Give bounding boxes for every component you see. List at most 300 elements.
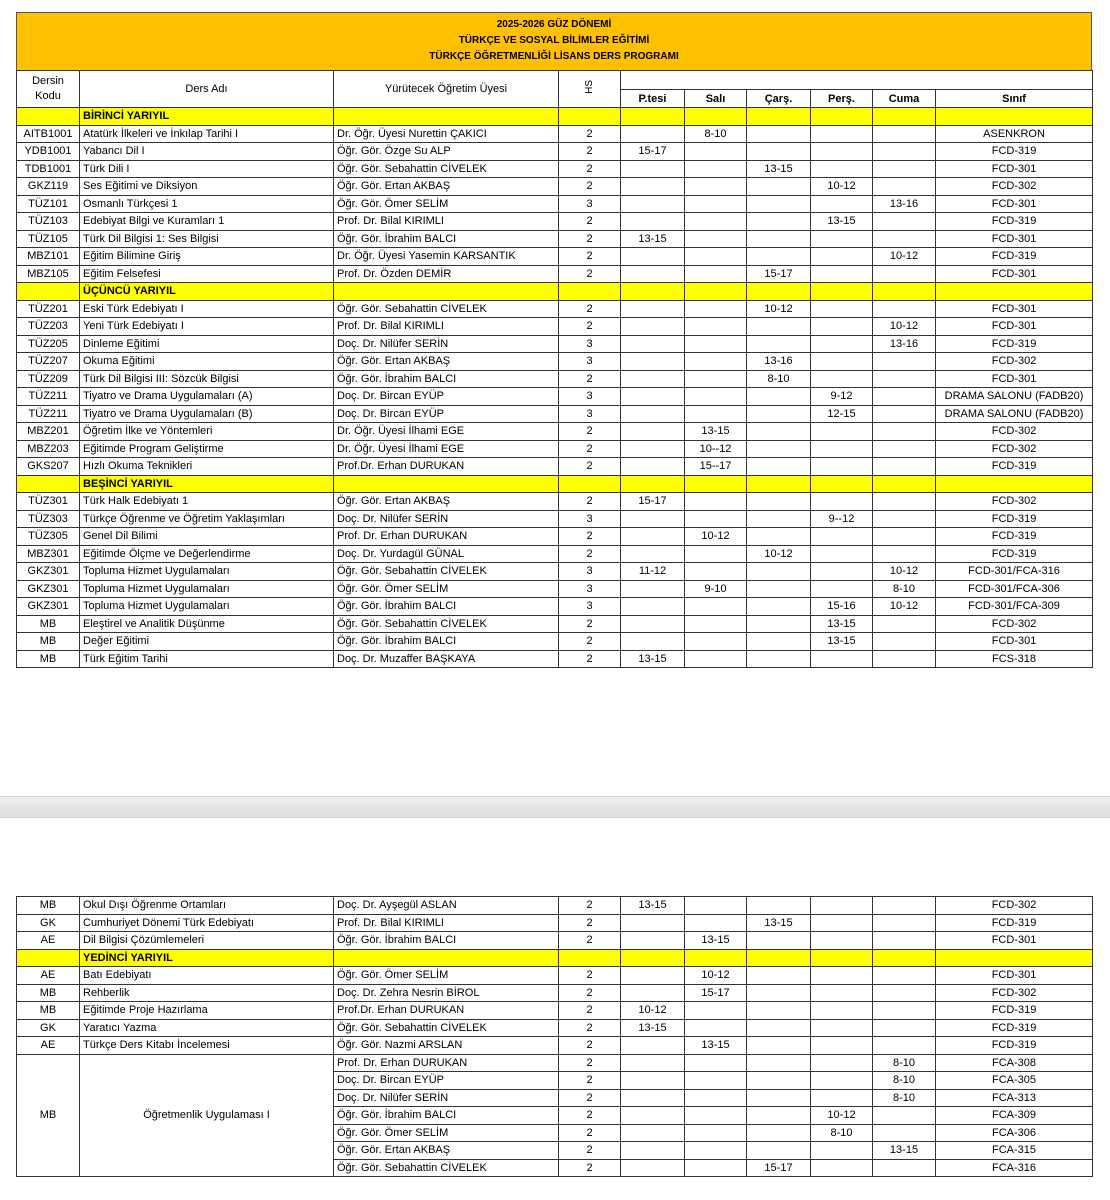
semester-header-cell <box>17 283 80 301</box>
cell-fri <box>873 615 936 633</box>
cell-room: FCA-309 <box>936 1107 1093 1125</box>
cell-room: DRAMA SALONU (FADB20) <box>936 405 1093 423</box>
table-row <box>17 1037 1093 1055</box>
semester-header-cell <box>685 283 747 301</box>
cell-course: Yabancı Dil I <box>80 143 334 161</box>
cell-fri <box>873 178 936 196</box>
cell-room: FCD-301 <box>936 370 1093 388</box>
cell-room: FCD-302 <box>936 440 1093 458</box>
cell-room: FCD-319 <box>936 1019 1093 1037</box>
table-row <box>17 493 1093 511</box>
table-row <box>17 510 1093 528</box>
semester-header-row <box>17 949 1093 967</box>
cell-fri: 13-15 <box>873 1142 936 1160</box>
semester-header-cell <box>747 108 811 126</box>
table-row <box>17 932 1093 950</box>
cell-code: MBZ301 <box>17 545 80 563</box>
cell-mon <box>621 967 685 985</box>
cell-fri <box>873 510 936 528</box>
cell-fri <box>873 545 936 563</box>
cell-wed <box>747 580 811 598</box>
cell-code: GK <box>17 914 80 932</box>
cell-room: FCD-319 <box>936 1002 1093 1020</box>
cell-fri: 8-10 <box>873 1089 936 1107</box>
semester-title: ÜÇÜNCÜ YARIYIL <box>80 283 334 301</box>
semester-header-cell <box>747 283 811 301</box>
cell-code: MB <box>17 615 80 633</box>
cell-mon <box>621 370 685 388</box>
cell-tue <box>685 633 747 651</box>
cell-wed <box>747 143 811 161</box>
cell-hs: 3 <box>559 510 621 528</box>
cell-room: FCD-319 <box>936 335 1093 353</box>
cell-thu: 13-15 <box>811 615 873 633</box>
cell-thu <box>811 1037 873 1055</box>
cell-lecturer: Öğr. Gör. İbrahim BALCI <box>334 633 559 651</box>
cell-hs: 2 <box>559 897 621 915</box>
cell-wed <box>747 510 811 528</box>
cell-thu <box>811 1072 873 1090</box>
cell-tue: 13-15 <box>685 932 747 950</box>
cell-course: Genel Dil Bilimi <box>80 528 334 546</box>
cell-hs: 2 <box>559 230 621 248</box>
semester-header-cell <box>936 949 1093 967</box>
cell-hs: 3 <box>559 563 621 581</box>
cell-mon <box>621 423 685 441</box>
col-thu-header: Perş. <box>811 90 873 108</box>
cell-thu: 10-12 <box>811 1107 873 1125</box>
cell-lecturer: Prof. Dr. Bilal KIRIMLI <box>334 213 559 231</box>
cell-thu: 8-10 <box>811 1124 873 1142</box>
cell-thu <box>811 458 873 476</box>
cell-fri <box>873 160 936 178</box>
cell-mon <box>621 1142 685 1160</box>
cell-wed: 13-16 <box>747 353 811 371</box>
cell-room: FCD-319 <box>936 458 1093 476</box>
cell-tue <box>685 1089 747 1107</box>
cell-wed <box>747 213 811 231</box>
semester-header-cell <box>747 475 811 493</box>
cell-wed <box>747 528 811 546</box>
cell-fri <box>873 493 936 511</box>
table-row <box>17 405 1093 423</box>
col-fri-header: Cuma <box>873 90 936 108</box>
table-row <box>17 440 1093 458</box>
cell-fri <box>873 213 936 231</box>
cell-course: Eğitimde Proje Hazırlama <box>80 1002 334 1020</box>
cell-lecturer: Dr. Öğr. Üyesi Yasemin KARSANTIK <box>334 248 559 266</box>
cell-tue: 10-12 <box>685 528 747 546</box>
cell-tue <box>685 493 747 511</box>
cell-room: FCD-301 <box>936 967 1093 985</box>
cell-wed <box>747 1089 811 1107</box>
cell-thu <box>811 318 873 336</box>
cell-hs: 3 <box>559 353 621 371</box>
cell-room: FCD-319 <box>936 213 1093 231</box>
schedule-body-bottom <box>17 897 1093 1177</box>
cell-lecturer: Prof. Dr. Bilal KIRIMLI <box>334 318 559 336</box>
cell-fri <box>873 1107 936 1125</box>
cell-room: FCD-302 <box>936 353 1093 371</box>
cell-tue <box>685 598 747 616</box>
cell-code: MB <box>17 897 80 915</box>
cell-lecturer: Öğr. Gör. Ömer SELİM <box>334 580 559 598</box>
cell-fri: 8-10 <box>873 1072 936 1090</box>
cell-lecturer: Öğr. Gör. İbrahim BALCI <box>334 598 559 616</box>
cell-room: FCA-306 <box>936 1124 1093 1142</box>
cell-course: Yeni Türk Edebiyatı I <box>80 318 334 336</box>
cell-room: FCD-319 <box>936 545 1093 563</box>
cell-mon <box>621 458 685 476</box>
cell-room: FCD-319 <box>936 528 1093 546</box>
cell-code: GKZ301 <box>17 563 80 581</box>
cell-wed <box>747 335 811 353</box>
cell-lecturer: Öğr. Gör. Ertan AKBAŞ <box>334 493 559 511</box>
cell-wed <box>747 195 811 213</box>
col-hs-header <box>559 71 621 108</box>
col-name-header: Ders Adı <box>80 71 334 108</box>
semester-header-cell <box>685 949 747 967</box>
semester-title: BEŞİNCİ YARIYIL <box>80 475 334 493</box>
cell-lecturer: Öğr. Gör. Nazmi ARSLAN <box>334 1037 559 1055</box>
cell-thu <box>811 143 873 161</box>
cell-tue <box>685 388 747 406</box>
cell-wed <box>747 1054 811 1072</box>
hs-label: HS <box>583 79 595 94</box>
cell-room: FCA-308 <box>936 1054 1093 1072</box>
cell-thu: 13-15 <box>811 633 873 651</box>
cell-room: FCD-302 <box>936 615 1093 633</box>
cell-thu: 10-12 <box>811 178 873 196</box>
semester-header-cell <box>936 108 1093 126</box>
table-row <box>17 300 1093 318</box>
cell-wed: 13-15 <box>747 160 811 178</box>
cell-code: TÜZ211 <box>17 388 80 406</box>
table-row <box>17 1054 1093 1072</box>
cell-tue <box>685 1072 747 1090</box>
cell-code: AE <box>17 932 80 950</box>
semester-header-cell <box>559 108 621 126</box>
cell-lecturer: Dr. Öğr. Üyesi İlhami EGE <box>334 440 559 458</box>
cell-course: Tiyatro ve Drama Uygulamaları (B) <box>80 405 334 423</box>
cell-lecturer: Öğr. Gör. Ömer SELİM <box>334 1124 559 1142</box>
cell-thu <box>811 353 873 371</box>
cell-tue <box>685 1159 747 1177</box>
table-row <box>17 563 1093 581</box>
cell-tue <box>685 1019 747 1037</box>
cell-fri <box>873 528 936 546</box>
cell-room: FCD-302 <box>936 423 1093 441</box>
cell-hs: 2 <box>559 984 621 1002</box>
semester-header-cell <box>334 949 559 967</box>
cell-mon <box>621 265 685 283</box>
table-row <box>17 388 1093 406</box>
cell-fri: 10-12 <box>873 248 936 266</box>
cell-room: ASENKRON <box>936 125 1093 143</box>
cell-room: FCD-301 <box>936 300 1093 318</box>
table-row <box>17 650 1093 668</box>
cell-room: DRAMA SALONU (FADB20) <box>936 388 1093 406</box>
cell-course: Türkçe Ders Kitabı İncelemesi <box>80 1037 334 1055</box>
cell-course: Öğretim İlke ve Yöntemleri <box>80 423 334 441</box>
cell-fri: 13-16 <box>873 195 936 213</box>
table-row <box>17 458 1093 476</box>
cell-hs: 3 <box>559 598 621 616</box>
cell-fri <box>873 458 936 476</box>
table-row <box>17 143 1093 161</box>
table-row <box>17 897 1093 915</box>
cell-hs: 2 <box>559 440 621 458</box>
table-row <box>17 633 1093 651</box>
cell-fri <box>873 423 936 441</box>
cell-room: FCD-319 <box>936 510 1093 528</box>
semester-header-cell <box>621 475 685 493</box>
cell-mon <box>621 598 685 616</box>
cell-lecturer: Doç. Dr. Nilüfer SERİN <box>334 510 559 528</box>
cell-fri: 10-12 <box>873 598 936 616</box>
cell-lecturer: Öğr. Gör. Ertan AKBAŞ <box>334 178 559 196</box>
schedule-body-top <box>17 108 1093 668</box>
cell-tue <box>685 300 747 318</box>
cell-hs: 2 <box>559 458 621 476</box>
cell-mon <box>621 213 685 231</box>
cell-hs: 2 <box>559 1107 621 1125</box>
cell-hs: 2 <box>559 633 621 651</box>
cell-wed <box>747 1019 811 1037</box>
schedule-table-bottom <box>16 896 1093 1177</box>
cell-mon <box>621 914 685 932</box>
cell-lecturer: Öğr. Gör. Ertan AKBAŞ <box>334 353 559 371</box>
cell-tue: 15-17 <box>685 984 747 1002</box>
table-row <box>17 213 1093 231</box>
cell-thu: 13-15 <box>811 213 873 231</box>
cell-room: FCD-301 <box>936 633 1093 651</box>
cell-thu <box>811 370 873 388</box>
semester-header-cell <box>936 475 1093 493</box>
cell-hs: 2 <box>559 967 621 985</box>
cell-room: FCA-315 <box>936 1142 1093 1160</box>
cell-wed <box>747 440 811 458</box>
cell-hs: 2 <box>559 370 621 388</box>
cell-course: Topluma Hizmet Uygulamaları <box>80 563 334 581</box>
cell-hs: 3 <box>559 388 621 406</box>
cell-wed <box>747 230 811 248</box>
cell-tue <box>685 1124 747 1142</box>
cell-thu <box>811 528 873 546</box>
cell-tue <box>685 353 747 371</box>
cell-lecturer: Prof.Dr. Erhan DURUKAN <box>334 1002 559 1020</box>
cell-tue <box>685 160 747 178</box>
table-row <box>17 545 1093 563</box>
cell-wed <box>747 318 811 336</box>
schedule-page-top <box>16 12 1092 668</box>
cell-wed: 10-12 <box>747 300 811 318</box>
cell-wed <box>747 178 811 196</box>
cell-code: TÜZ103 <box>17 213 80 231</box>
cell-thu <box>811 1019 873 1037</box>
cell-wed <box>747 650 811 668</box>
cell-wed <box>747 615 811 633</box>
cell-hs: 2 <box>559 265 621 283</box>
cell-mon <box>621 1089 685 1107</box>
cell-thu <box>811 580 873 598</box>
cell-code: MBZ101 <box>17 248 80 266</box>
cell-code: TÜZ207 <box>17 353 80 371</box>
cell-mon <box>621 125 685 143</box>
cell-code: AE <box>17 967 80 985</box>
cell-course: Edebiyat Bilgi ve Kuramları 1 <box>80 213 334 231</box>
cell-code: GKZ301 <box>17 598 80 616</box>
cell-thu: 9-12 <box>811 388 873 406</box>
cell-tue <box>685 563 747 581</box>
cell-lecturer: Doç. Dr. Bircan EYÜP <box>334 1072 559 1090</box>
semester-header-cell <box>873 108 936 126</box>
cell-room: FCD-301 <box>936 265 1093 283</box>
cell-fri <box>873 914 936 932</box>
cell-mon: 13-15 <box>621 897 685 915</box>
cell-thu <box>811 1089 873 1107</box>
table-row <box>17 195 1093 213</box>
cell-tue <box>685 615 747 633</box>
semester-header-cell <box>621 949 685 967</box>
semester-header-cell <box>811 283 873 301</box>
semester-header-cell <box>811 949 873 967</box>
cell-hs: 3 <box>559 405 621 423</box>
table-row <box>17 984 1093 1002</box>
cell-mon <box>621 1159 685 1177</box>
cell-wed <box>747 388 811 406</box>
cell-tue <box>685 213 747 231</box>
cell-wed <box>747 1124 811 1142</box>
cell-hs: 2 <box>559 528 621 546</box>
cell-thu <box>811 897 873 915</box>
cell-course: Topluma Hizmet Uygulamaları <box>80 580 334 598</box>
cell-mon <box>621 932 685 950</box>
cell-mon: 15-17 <box>621 143 685 161</box>
table-row <box>17 335 1093 353</box>
cell-fri: 10-12 <box>873 318 936 336</box>
cell-course: Türk Halk Edebiyatı 1 <box>80 493 334 511</box>
cell-fri <box>873 633 936 651</box>
cell-course: Türkçe Öğrenme ve Öğretim Yaklaşımları <box>80 510 334 528</box>
cell-code: GKS207 <box>17 458 80 476</box>
cell-lecturer: Öğr. Gör. Sebahattin CİVELEK <box>334 300 559 318</box>
cell-hs: 2 <box>559 914 621 932</box>
cell-room: FCD-302 <box>936 984 1093 1002</box>
cell-course: Türk Dil Bilgisi 1: Ses Bilgisi <box>80 230 334 248</box>
cell-thu <box>811 265 873 283</box>
cell-room: FCD-319 <box>936 248 1093 266</box>
cell-code: MBZ105 <box>17 265 80 283</box>
cell-course: Cumhuriyet Dönemi Türk Edebiyatı <box>80 914 334 932</box>
semester-title: YEDİNCİ YARIYIL <box>80 949 334 967</box>
cell-code: MBZ203 <box>17 440 80 458</box>
semester-header-cell <box>936 283 1093 301</box>
cell-wed <box>747 932 811 950</box>
cell-mon <box>621 984 685 1002</box>
semester-header-cell <box>621 108 685 126</box>
cell-thu: 9--12 <box>811 510 873 528</box>
cell-course: Topluma Hizmet Uygulamaları <box>80 598 334 616</box>
cell-code: MB <box>17 1054 80 1177</box>
cell-course: Rehberlik <box>80 984 334 1002</box>
semester-header-cell <box>334 283 559 301</box>
cell-fri <box>873 984 936 1002</box>
col-wed-header: Çarş. <box>747 90 811 108</box>
cell-room: FCD-301 <box>936 932 1093 950</box>
cell-lecturer: Öğr. Gör. Ömer SELİM <box>334 967 559 985</box>
cell-room: FCS-318 <box>936 650 1093 668</box>
cell-mon <box>621 248 685 266</box>
col-code-header: Dersin Kodu <box>17 71 80 108</box>
cell-course: Türk Dili I <box>80 160 334 178</box>
cell-lecturer: Öğr. Gör. Sebahattin CİVELEK <box>334 160 559 178</box>
cell-tue: 9-10 <box>685 580 747 598</box>
table-row <box>17 1002 1093 1020</box>
cell-thu <box>811 1002 873 1020</box>
cell-tue <box>685 143 747 161</box>
table-row <box>17 318 1093 336</box>
cell-lecturer: Doç. Dr. Nilüfer SERİN <box>334 1089 559 1107</box>
cell-tue <box>685 1142 747 1160</box>
cell-hs: 2 <box>559 125 621 143</box>
cell-thu <box>811 563 873 581</box>
cell-mon: 10-12 <box>621 1002 685 1020</box>
cell-course: Tiyatro ve Drama Uygulamaları (A) <box>80 388 334 406</box>
cell-wed: 13-15 <box>747 914 811 932</box>
cell-lecturer: Prof. Dr. Özden DEMİR <box>334 265 559 283</box>
cell-fri <box>873 125 936 143</box>
cell-thu <box>811 545 873 563</box>
cell-code: MB <box>17 650 80 668</box>
schedule-page-bottom <box>16 896 1092 1177</box>
cell-course: Ses Eğitimi ve Diksiyon <box>80 178 334 196</box>
cell-room: FCD-319 <box>936 914 1093 932</box>
cell-fri <box>873 967 936 985</box>
cell-fri <box>873 1019 936 1037</box>
cell-thu <box>811 160 873 178</box>
cell-tue <box>685 1107 747 1125</box>
cell-mon <box>621 195 685 213</box>
cell-thu <box>811 932 873 950</box>
cell-code: TÜZ303 <box>17 510 80 528</box>
cell-fri <box>873 265 936 283</box>
cell-code: MB <box>17 633 80 651</box>
cell-tue <box>685 545 747 563</box>
cell-tue <box>685 650 747 668</box>
semester-header-cell <box>811 475 873 493</box>
cell-mon <box>621 1107 685 1125</box>
cell-mon <box>621 1124 685 1142</box>
cell-course: Hızlı Okuma Teknikleri <box>80 458 334 476</box>
cell-mon <box>621 300 685 318</box>
cell-fri: 13-16 <box>873 335 936 353</box>
col-room-header: Sınıf <box>936 90 1093 108</box>
cell-wed <box>747 1107 811 1125</box>
cell-course: Okul Dışı Öğrenme Ortamları <box>80 897 334 915</box>
cell-hs: 3 <box>559 195 621 213</box>
table-row <box>17 125 1093 143</box>
cell-code: GK <box>17 1019 80 1037</box>
cell-fri <box>873 650 936 668</box>
cell-room: FCD-301/FCA-306 <box>936 580 1093 598</box>
cell-code: TÜZ301 <box>17 493 80 511</box>
cell-lecturer: Öğr. Gör. İbrahim BALCI <box>334 370 559 388</box>
cell-hs: 2 <box>559 248 621 266</box>
cell-hs: 2 <box>559 1002 621 1020</box>
cell-room: FCD-302 <box>936 493 1093 511</box>
cell-hs: 2 <box>559 1089 621 1107</box>
